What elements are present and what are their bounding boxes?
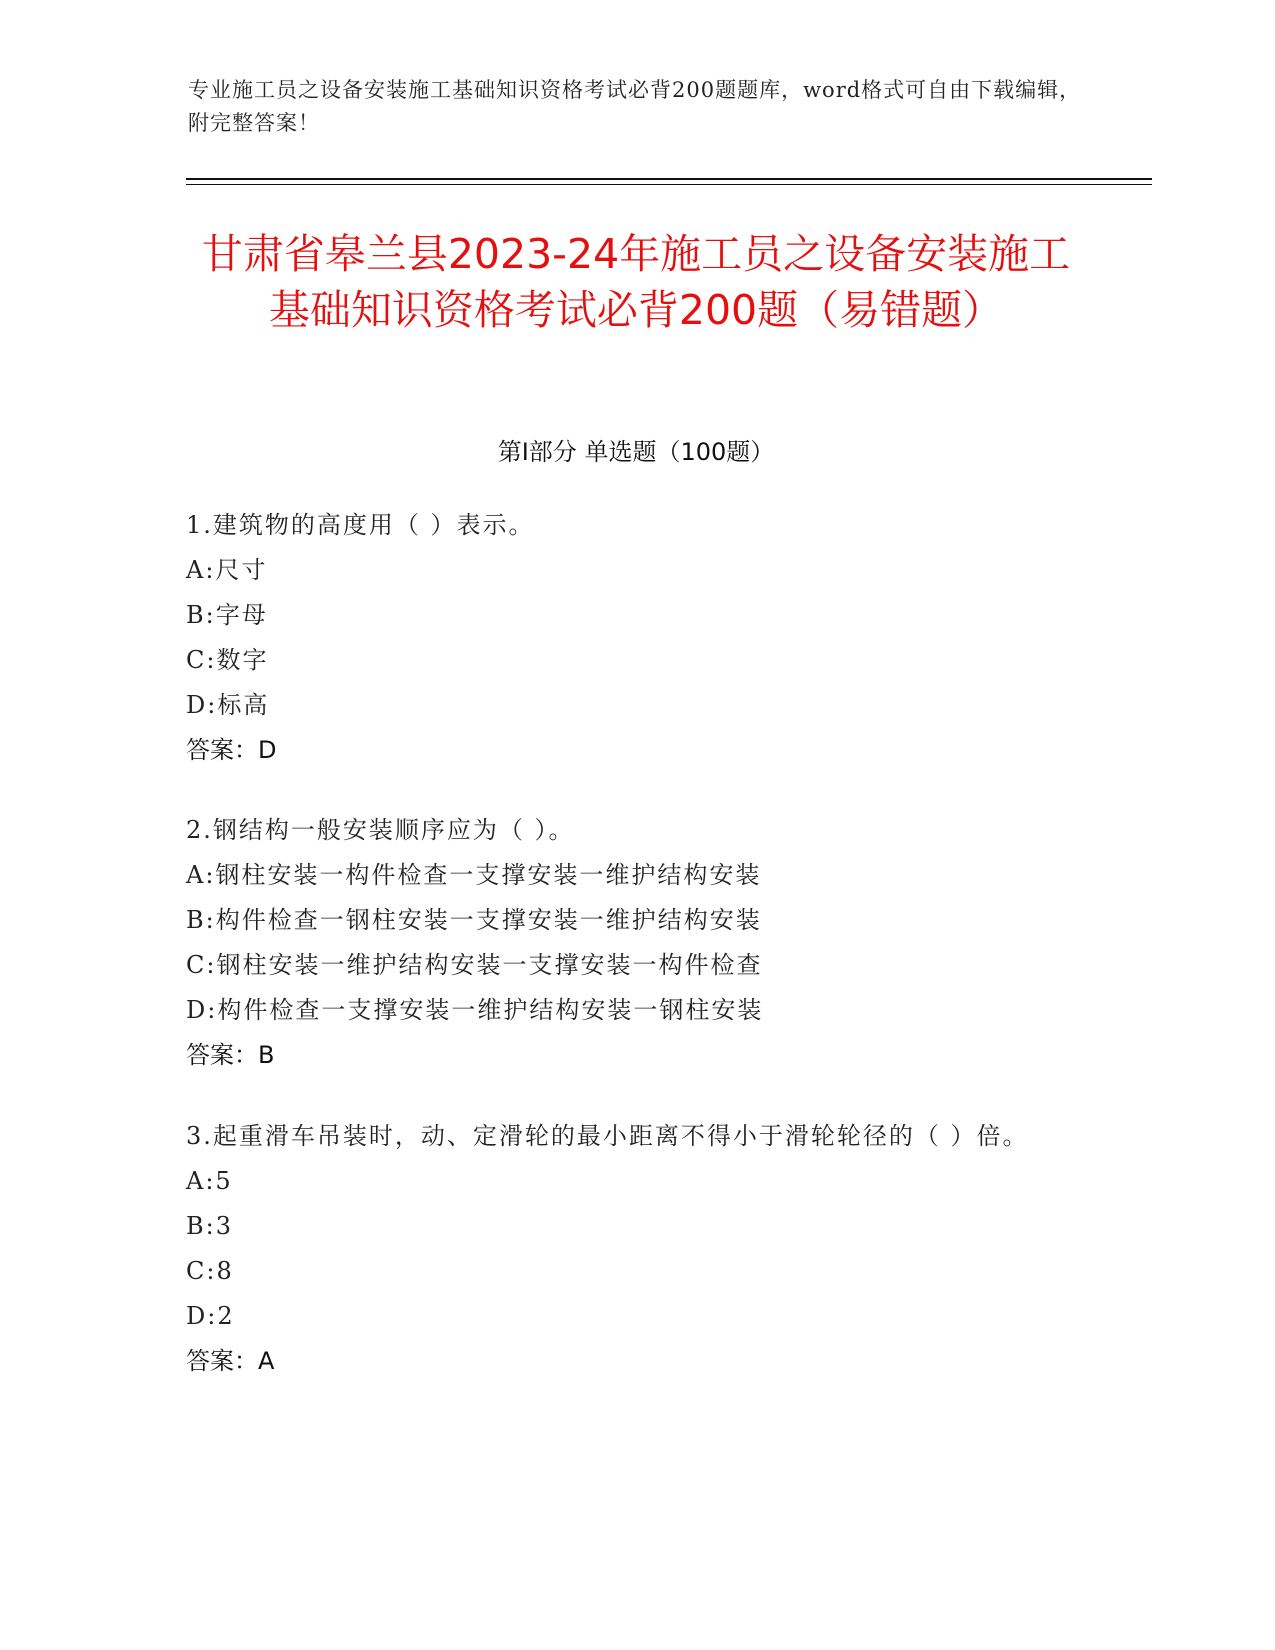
question-stem: 1.建筑物的高度用（ ）表示。	[186, 511, 535, 539]
option-a: A:尺寸	[186, 556, 268, 584]
option-b: B:字母	[186, 601, 268, 629]
answer: 答案：D	[186, 736, 277, 764]
option-c: C:数字	[186, 646, 269, 674]
option-d: D:2	[186, 1302, 235, 1330]
option-a: A:钢柱安装一构件检查一支撑安装一维护结构安装	[186, 861, 762, 889]
option-c: C:8	[186, 1257, 234, 1285]
section-title: 第Ⅰ部分 单选题（100题）	[497, 438, 775, 466]
answer: 答案：B	[186, 1041, 275, 1069]
question-stem: 3.起重滑车吊装时，动、定滑轮的最小距离不得小于滑轮轮径的（ ）倍。	[186, 1122, 1029, 1150]
question-1	[186, 503, 1086, 773]
option-b: B:3	[186, 1212, 233, 1240]
option-c: C:钢柱安装一维护结构安装一支撑安装一构件检查	[186, 951, 763, 979]
question-3	[186, 1114, 1086, 1384]
option-d: D:构件检查一支撑安装一维护结构安装一钢柱安装	[186, 996, 764, 1024]
option-a: A:5	[186, 1167, 233, 1195]
question-stem: 2.钢结构一般安装顺序应为（ ）。	[186, 816, 575, 844]
document-title: 甘肃省皋兰县2023-24年施工员之设备安装施工基础知识资格考试必背200题（易错题）	[201, 230, 1071, 334]
header-rule-thin	[186, 184, 1152, 185]
header-rule-thick	[186, 178, 1152, 180]
option-d: D:标高	[186, 691, 270, 719]
header-note: 专业施工员之设备安装施工基础知识资格考试必背200题题库，word格式可自由下载编辑，附完整答案！	[188, 78, 1082, 135]
answer: 答案：A	[186, 1347, 275, 1375]
option-b: B:构件检查一钢柱安装一支撑安装一维护结构安装	[186, 906, 762, 934]
question-2	[186, 808, 1086, 1078]
